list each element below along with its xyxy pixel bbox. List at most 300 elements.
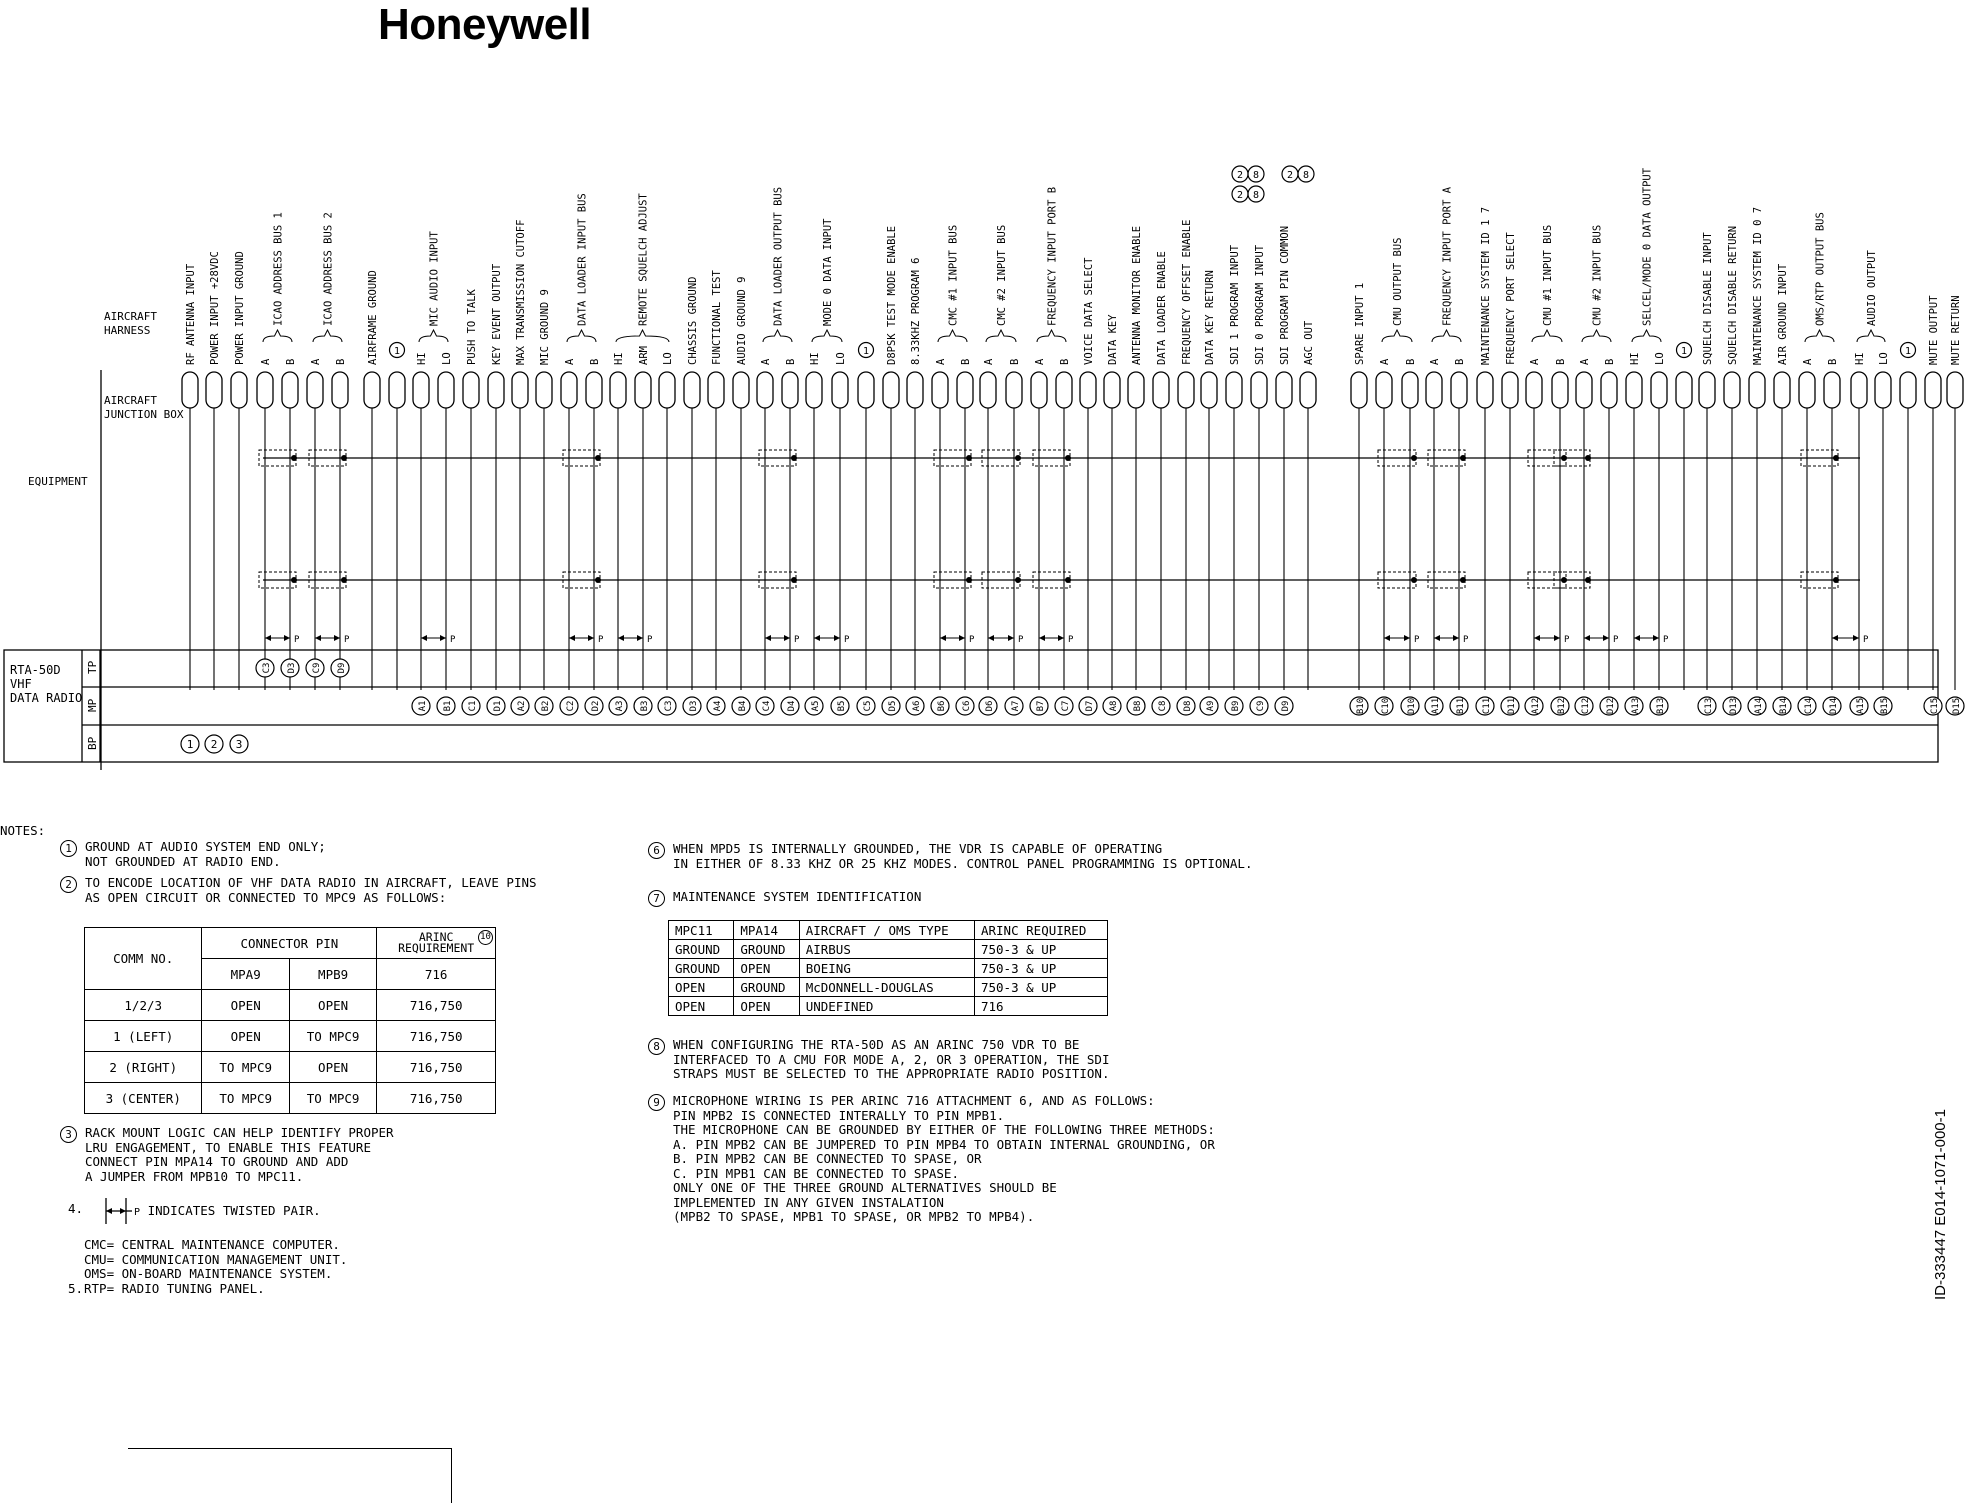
junction-pin [1153,372,1169,408]
splice-dot [1561,455,1567,461]
pin-label: A7 [1011,700,1021,712]
signal-label: B [1405,358,1417,365]
twisted-pair-arrow [940,635,946,641]
pin-label: C13 [1704,697,1714,715]
signal-label: LO [662,352,674,365]
note-ref-number: 2 [1286,170,1294,181]
table-cell: McDONNELL-DOUGLAS [799,978,974,997]
twisted-pair-arrow [1434,635,1440,641]
junction-pin [1300,372,1316,408]
junction-pin [1851,372,1867,408]
pin-label: A8 [1109,700,1119,712]
splice-dot [341,455,347,461]
junction-pin [257,372,273,408]
signal-label: LO [441,352,453,365]
pin-label: A5 [811,700,821,712]
pin-label: D11 [1507,697,1517,715]
table-cell: BOEING [799,959,974,978]
table-row [669,959,1108,978]
signal-label: DATA KEY [1107,314,1119,365]
junction-box-label: JUNCTION BOX [104,408,184,421]
radio-label: DATA RADIO [10,691,83,705]
junction-pin [1601,372,1617,408]
pin-label: A12 [1531,697,1541,715]
note-4 [68,1202,83,1217]
twisted-pair-arrow [421,635,427,641]
junction-pin [1451,372,1467,408]
table-cell: GROUND [669,940,734,959]
twisted-pair-arrow [834,635,840,641]
pin-label: 1 [186,738,194,751]
table-cell: OPEN [669,997,734,1016]
junction-pin [536,372,552,408]
junction-pin [1502,372,1518,408]
signal-label: ARM [638,346,650,365]
note-text: MICROPHONE WIRING IS PER ARINC 716 ATTACHMENT 6, AND AS FOLLOWS: PIN MPB2 IS CONNECTED INTERALLY TO PIN MPB1. THE MICROPHONE CAN BE GROUNDED BY EITHER OF THE FOLLOWING THREE METHODS: A. PIN MPB2 CAN BE JUMPERED TO PIN MPB4 TO OBTAIN INTERNAL GROUNDING, OR B. PIN MPB2 CAN BE CONNECTED TO SPASE, OR C. PIN MPB1 CAN BE CONNECTED TO SPASE. ONLY ONE OF THE THREE GROUND ALTERNATIVES SHOULD BE IMPLEMENTED IN ANY GIVEN INSTALATION (MPB2 TO SPASE, MPB1 TO SPASE, OR MPB2 TO MPB4). [673,1093,1215,1224]
pin-label: B13 [1656,697,1666,715]
group-label: REMOTE SQUELCH ADJUST [637,193,650,326]
signal-label: MIC GROUND 9 [539,289,551,365]
note-ref-number: 2 [1236,190,1244,201]
splice-dot [791,455,797,461]
group-brace [616,330,669,342]
twisted-pair-arrow [784,635,790,641]
table-cell: 1/2/3 [85,990,202,1021]
group-brace [812,330,842,342]
signal-label: SDI PROGRAM PIN COMMON [1279,225,1291,365]
signal-label: HI [416,352,428,365]
twisted-pair-arrow [1058,635,1064,641]
table-cell: OPEN [202,990,289,1021]
table-cell: 750-3 & UP [974,959,1107,978]
signal-label: FUNCTIONAL TEST [711,270,723,365]
junction-pin [1774,372,1790,408]
junction-pin [389,372,405,408]
splice-dot [1833,455,1839,461]
junction-pin [1376,372,1392,408]
junction-pin [463,372,479,408]
harness-label: AIRCRAFT [104,310,157,323]
table-cell: 1 (LEFT) [85,1021,202,1052]
pin-label: D1 [493,700,503,712]
pin-label: D12 [1606,697,1616,715]
pin-label: A6 [912,700,922,712]
note-ref-number: 1 [1904,346,1912,357]
note-ref-number: 1 [1680,346,1688,357]
pin-label: C5 [863,700,873,712]
signal-label: B [1555,358,1567,365]
twisted-pair-arrow [1453,635,1459,641]
signal-label: MAX TRANSMISSION CUTOFF [515,219,527,365]
table-header: MPA9 [202,959,289,990]
pin-label: D15 [1952,697,1962,715]
table-cell: OPEN [669,978,734,997]
signal-label: SDI 1 PROGRAM INPUT [1229,244,1241,365]
group-brace [986,330,1016,342]
junction-pin [1080,372,1096,408]
honeywell-logo: Honeywell [378,0,592,49]
note-number: 1 [60,840,77,857]
group-label: SELCEL/MODE 0 DATA OUTPUT [1641,167,1654,326]
table-header: ARINC REQUIRED [974,921,1107,940]
signal-label: A [1802,358,1814,365]
twisted-pair-arrow [618,635,624,641]
pin-label: C4 [762,700,772,712]
twisted-pair-arrow [569,635,575,641]
pin-label: D2 [591,700,601,712]
junction-pin [883,372,899,408]
junction-pin [1552,372,1568,408]
pin-label: D9 [1281,700,1291,712]
table-header: MPB9 [289,959,376,990]
harness-label: HARNESS [104,324,151,337]
pin-label: D7 [1085,700,1095,712]
junction-pin [635,372,651,408]
table-cell: 716,750 [377,1083,496,1114]
twisted-pair-mark: P [969,635,975,645]
twisted-pair-arrow [765,635,771,641]
table-cell: OPEN [289,990,376,1021]
pin-label: D6 [985,700,995,712]
group-brace [1582,330,1611,342]
pin-label: A4 [713,700,723,712]
twisted-pair-mark: P [1018,635,1024,645]
pin-label: D14 [1829,697,1839,715]
pin-label: B1 [443,700,453,712]
twisted-pair-arrow [265,635,271,641]
pin-label: D13 [1729,697,1739,715]
junction-pin [332,372,348,408]
signal-label: B [1827,358,1839,365]
group-label: FREQUENCY INPUT PORT A [1441,186,1454,326]
junction-pin [231,372,247,408]
signal-label: A [1034,358,1046,365]
twisted-pair-mark: P [598,635,604,645]
note-5 [68,1238,347,1296]
junction-pin [1104,372,1120,408]
splice-dot [1015,455,1021,461]
splice-dot [966,577,972,583]
table-cell: GROUND [734,978,799,997]
junction-pin [1031,372,1047,408]
junction-pin [1576,372,1592,408]
junction-pin [757,372,773,408]
group-brace [763,330,792,342]
twisted-pair-mark: P [1863,635,1869,645]
junction-pin [733,372,749,408]
group-brace [1805,330,1834,342]
junction-pin [1477,372,1493,408]
pin-label: D8 [1183,700,1193,712]
note-text: WHEN CONFIGURING THE RTA-50D AS AN ARINC 750 VDR TO BE INTERFACED TO A CMU FOR MODE A, 2, OR 3 OPERATION, THE SDI STRAPS MUST BE SELECTED TO THE APPROPRIATE RADIO POSITION. [673,1037,1110,1081]
junction-pin [307,372,323,408]
table-row [85,1021,496,1052]
group-label: DATA LOADER INPUT BUS [576,193,589,326]
signal-label: 8.33KHZ PROGRAM 6 [910,257,922,365]
junction-pin [1226,372,1242,408]
table-cell: 716 [974,997,1107,1016]
group-label: ICAO ADDRESS BUS 2 [322,212,335,326]
signal-label: B [285,358,297,365]
pin-label: D3 [689,700,699,712]
junction-pin [1724,372,1740,408]
signal-label: FREQUENCY PORT SELECT [1505,232,1517,365]
pin-label: C7 [1061,700,1071,712]
signal-label: AUDIO GROUND 9 [736,276,748,365]
pin-label: B7 [1036,700,1046,712]
twisted-pair-arrow [1853,635,1859,641]
twisted-pair-mark: P [134,1207,141,1218]
signal-label: MAINTENANCE SYSTEM ID 0 7 [1752,206,1764,365]
note-text: WHEN MPD5 IS INTERNALLY GROUNDED, THE VDR IS CAPABLE OF OPERATING IN EITHER OF 8.33 KHZ OR 25 KHZ MODES. CONTROL PANEL PROGRAMMING IS OPTIONAL. [673,841,1253,871]
twisted-pair-arrow [1584,635,1590,641]
twisted-pair-arrow [1404,635,1410,641]
pin-label: B14 [1779,697,1789,715]
maintenance-id-table [668,920,1108,1016]
splice-dot [1585,455,1591,461]
note-text: MAINTENANCE SYSTEM IDENTIFICATION [673,889,922,904]
group-brace [567,330,596,342]
table-header: AIRCRAFT / OMS TYPE [799,921,974,940]
table-header: CONNECTOR PIN [202,928,377,959]
signal-label: SQUELCH DISABLE INPUT [1702,232,1714,365]
group-label: AUDIO OUTPUT [1866,250,1878,326]
pin-label: C8 [1158,700,1168,712]
twisted-pair-mark: P [1068,635,1074,645]
table-cell: AIRBUS [799,940,974,959]
pin-label: D4 [787,700,797,712]
signal-label: HI [1854,352,1866,365]
signal-label: HI [809,352,821,365]
pin-label: B4 [738,700,748,712]
pin-label: B6 [937,700,947,712]
junction-pin [907,372,923,408]
note-2 [60,876,537,905]
junction-pin [1925,372,1941,408]
signal-label: A [760,358,772,365]
junction-pin [1201,372,1217,408]
junction-pin [708,372,724,408]
note-number: 8 [648,1038,665,1055]
signal-label: MUTE OUTPUT [1928,295,1940,365]
note-ref-number: 8 [1252,190,1260,201]
note-ref-number: 8 [1302,170,1310,181]
signal-label: B [1454,358,1466,365]
twisted-pair-arrow [959,635,965,641]
twisted-pair-arrow [1008,635,1014,641]
note-number: 9 [648,1094,665,1111]
signal-label: D8PSK TEST MODE ENABLE [886,225,898,365]
table-cell: UNDEFINED [799,997,974,1016]
note-text: TO ENCODE LOCATION OF VHF DATA RADIO IN AIRCRAFT, LEAVE PINS AS OPEN CIRCUIT OR CONNECTED TO MPC9 AS FOLLOWS: [85,875,537,905]
note-3 [60,1126,394,1184]
table-row [85,1083,496,1114]
twisted-pair-mark: P [1414,635,1420,645]
junction-pin [1947,372,1963,408]
splice-dot [1460,455,1466,461]
signal-label: CHASSIS GROUND [687,276,699,365]
pin-label: C2 [566,700,576,712]
junction-pin [832,372,848,408]
splice-dot [1411,577,1417,583]
table-cell: 716,750 [377,1021,496,1052]
twisted-pair-mark: P [450,635,456,645]
group-label: CMU #1 INPUT BUS [1542,224,1554,326]
note-text: RACK MOUNT LOGIC CAN HELP IDENTIFY PROPER LRU ENGAGEMENT, TO ENABLE THIS FEATURE CONNECT PIN MPA14 TO GROUND AND ADD A JUMPER FROM MPB10 TO MPC11. [85,1125,394,1184]
radio-label: RTA-50D [10,663,61,677]
group-brace [263,330,292,342]
signal-label: B [589,358,601,365]
group-brace [938,330,967,342]
twisted-pair-arrow [1653,635,1659,641]
junction-pin [1824,372,1840,408]
pin-label: B11 [1456,697,1466,715]
signal-label: MAINTENANCE SYSTEM ID 1 7 [1480,206,1492,365]
connector-label: BP [86,736,99,750]
pin-label: C9 [312,662,322,674]
twisted-pair-arrow [1634,635,1640,641]
pin-label: C6 [962,700,972,712]
junction-pin [1006,372,1022,408]
group-label: OMS/RTP OUTPUT BUS [1814,212,1827,326]
table-cell: OPEN [289,1052,376,1083]
junction-pin [1626,372,1642,408]
junction-pin [1426,372,1442,408]
table-cell: OPEN [734,997,799,1016]
junction-pin [1749,372,1765,408]
table-cell: GROUND [669,959,734,978]
junction-pin [782,372,798,408]
note-ref-number: 1 [393,346,401,357]
group-label: ICAO ADDRESS BUS 1 [272,212,285,326]
note-4-text [134,1204,321,1221]
note-number: 2 [60,876,77,893]
twisted-pair-arrow [814,635,820,641]
pin-label: 2 [210,738,218,751]
splice-dot [291,455,297,461]
junction-pin [1900,372,1916,408]
signal-label: SQUELCH DISABLE RETURN [1727,225,1739,365]
splice-dot [1065,455,1071,461]
note-number: 4. [68,1201,84,1216]
signal-label: B [785,358,797,365]
table-cell: 750-3 & UP [974,978,1107,997]
junction-pin [1402,372,1418,408]
connector-label: MP [86,698,99,712]
table-cell: OPEN [202,1021,289,1052]
radio-label: VHF [10,677,32,691]
table-header: ARINC REQUIREMENT [398,930,475,955]
group-label: MODE 0 DATA INPUT [822,218,834,326]
twisted-pair-arrow [1832,635,1838,641]
junction-pin [561,372,577,408]
signal-label: HI [1629,352,1641,365]
table-row [669,978,1108,997]
note-1 [60,840,326,869]
drawing-id: ID-333447 E014-1071-000-1 [1932,1109,1949,1300]
junction-pin [806,372,822,408]
splice-dot [791,577,797,583]
pin-label: B9 [1231,700,1241,712]
twisted-pair-arrow [1603,635,1609,641]
signal-label: SDI 0 PROGRAM INPUT [1254,244,1266,365]
signal-label: B [1009,358,1021,365]
pin-label: A2 [517,700,527,712]
twisted-pair-mark: P [1663,635,1669,645]
group-brace [1532,330,1562,342]
table-row [669,997,1108,1016]
table-header: MPA14 [734,921,799,940]
group-label: CMU #2 INPUT BUS [1591,224,1604,326]
note-number: 6 [648,842,665,859]
note-number: 5. [68,1280,84,1296]
note-number: 10 [478,930,493,945]
junction-pin [659,372,675,408]
junction-pin [1056,372,1072,408]
splice-dot [966,455,972,461]
group-label: CMC #1 INPUT BUS [947,224,960,326]
pin-label: B12 [1557,697,1567,715]
signal-label: DATA KEY RETURN [1204,270,1216,365]
table-row [85,1052,496,1083]
junction-pin [364,372,380,408]
junction-pin [1799,372,1815,408]
note-text: GROUND AT AUDIO SYSTEM END ONLY; NOT GROUNDED AT RADIO END. [85,839,326,869]
junction-pin [1128,372,1144,408]
pin-label: A9 [1206,700,1216,712]
note-number: 7 [648,890,665,907]
pin-label: B3 [640,700,650,712]
signal-label: A [310,358,322,365]
junction-pin [1651,372,1667,408]
signal-label: SPARE INPUT 1 [1354,282,1366,365]
junction-box-label: AIRCRAFT [104,394,157,407]
pin-label: 3 [235,738,243,751]
signal-label: A [564,358,576,365]
signal-label: A [1529,358,1541,365]
junction-pin [1351,372,1367,408]
note-6 [648,842,1252,871]
note-text: INDICATES TWISTED PAIR. [147,1203,321,1218]
table-header: MPC11 [669,921,734,940]
table-cell: 716,750 [377,990,496,1021]
pin-label: D5 [888,700,898,712]
pin-label: C11 [1482,697,1492,715]
twisted-pair-mark: P [1613,635,1619,645]
signal-label: A [983,358,995,365]
signal-label: ANTENNA MONITOR ENABLE [1131,225,1143,365]
table-cell: 3 (CENTER) [85,1083,202,1114]
junction-pin [1676,372,1692,408]
signal-label: AIRFRAME GROUND [367,270,379,365]
note-7 [648,890,921,907]
signal-label: A [1429,358,1441,365]
pin-label: C14 [1804,697,1814,715]
signal-label: LO [1878,352,1890,365]
pin-label: B10 [1356,697,1366,715]
splice-dot [341,577,347,583]
splice-dot [1411,455,1417,461]
pin-label: C1 [468,700,478,712]
note-ref-number: 2 [1236,170,1244,181]
junction-pin [610,372,626,408]
signal-label: B [1604,358,1616,365]
twisted-pair-arrow [334,635,340,641]
note-number: 3 [60,1126,77,1143]
twisted-pair-arrow [1534,635,1540,641]
junction-pin [182,372,198,408]
signal-label: B [335,358,347,365]
